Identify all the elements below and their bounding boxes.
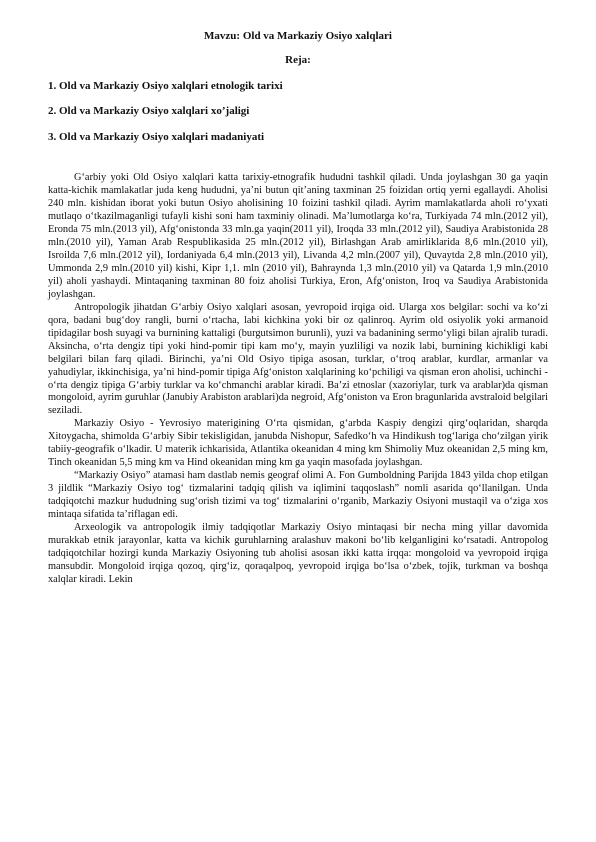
body-paragraph: Arxeologik va antropologik ilmiy tadqiqotlar Markaziy Osiyo mintaqasi bir necha ming yillar davomida murakkab etnik jarayonlar, katta va kichik guruhlarning aralashuv makoni bo‘lib kelganligini ko‘rsatadi. Antropolog tadqiqotchilar hozirgi kunda Markaziy Osiyoning tub aholisi asosan ikki katta irqqa: mongoloid va yevropoid irqiga mansubdir. Mongoloid irqiga qozoq, qirg‘iz, qoraqalpoq, yevropoid irqiga bo‘lsa o‘zbek, tojik, turkman va boshqa xalqlar kiradi. Lekin — [48, 522, 548, 585]
plan-item: 2. Old va Markaziy Osiyo xalqlari xo’jaligi — [48, 105, 250, 118]
plan-heading: Reja: — [285, 53, 311, 66]
section-spacer — [48, 156, 548, 172]
body-paragraph: G‘arbiy yoki Old Osiyo xalqlari katta tarixiy-etnografik hududni tashkil qiladi. Unda joylashgan 30 ga yaqin katta-kichik mamlakatlar juda keng hududni, ya’ni butun qit’aning taxminan 25 foizidan ortiq yerni egallaydi. Aholisi 240 mln. kishidan iborat yoki butun Osiyo aholisining 10 foizini tashkil qiladi. Ayrim mamlakatlarda aholi ro‘yxati mutlaqo o‘tkazilmaganligi tufayli kishi soni ham taxminiy olinadi. Ma’lumotlarga ko‘ra, Turkiyada 74 mln.(2012 yil), Eronda 75 mln.(2013 yil), Afg‘onistonda 33 mln.ga yaqin(2011 yil), Iroqda 33 mln.(2012 yil), Saudiya Arabistonida 28 mln.(2010 yil), Yaman Arab Respublikasida 25 mln.(2012 yil), Birlashgan Arab amirliklarida 8,6 mln.(2010 yil), Isroilda 7,6 mln.(2012 yil), Iordaniyada 6,4 mln.(2013 yil), Livanda 4,2 mln.(2007 yil), Quvaytda 2,8 mln.(2010 yil), Ummonda 2,9 mln.(2010 yil) kishi, Kipr 1,1. mln (2010 yil), Bahraynda 1,3 mln.(2010 yil) va Qatarda 1,9 mln.(2010 yil) aholi yashaydi. Mintaqaning taxminan 80 foiz aholisi Turkiya, Eron, Afg‘oniston, Iroq va Saudiya Arabistonida joylashgan. — [48, 172, 548, 300]
body-paragraph: “Markaziy Osiyo” atamasi ham dastlab nemis geograf olimi A. Fon Gumboldning Parijda 1843 yilda chop etilgan 3 jildlik “Markaziy Osiyo tog‘ tizmalarini tadqiq qilish va iqlimini taqqoslash” nomli asarida qo‘llanilgan. Unda tadqiqotchi mazkur hududning sug‘orish tizimi va tog‘ tizmalarini o‘rganib, Markaziy Osiyoni mustaqil va o‘ziga xos mintaqa sifatida ta’riflagan edi. — [48, 470, 548, 521]
body-paragraph: Antropologik jihatdan G‘arbiy Osiyo xalqlari asosan, yevropoid irqiga oid. Ularga xos belgilar: sochi va ko‘zi qora, badani bug‘doy rangli, burni o‘rtacha, labi kichkina yoki bir oz qalinroq. Ayrim old osiyolik yoki armanoid tipidagilar bosh suyagi va burnining kattaligi (burgutsimon burunli), yuzi va badanining sermo‘yligi bilan ajralib turadi. Aksincha, o‘rta dengiz tipi yoki hind-pomir tipi kam mo‘y, mayin yuzliligi va nozik labi, burnining kichikligi kabi belgilari bilan farq qiladi. Birinchi, ya’ni Old Osiyo tipiga asosan, turklar, o‘troq arablar, kurdlar, armanlar va yahudiylar, ikkinchisiga, ya’ni hind-pomir tipiga Afg‘oniston xalqlarining ko‘pchiligi va qisman eron aholisi, uchinchi - o‘rta dengiz tipiga G‘arbiy turklar va ko‘chmanchi arablar kiradi. Ba’zi etnoslar (xazoriylar, turk va arablar)da qisman mongoloid, ayrim guruhlar (Janubiy Arabiston arablari)da negroid, Afg‘oniston va Eron bragunlarida avstraloid belgilari seziladi. — [48, 301, 548, 417]
plan-item: 1. Old va Markaziy Osiyo xalqlari etnologik tarixi — [48, 79, 283, 92]
body-paragraph: Markaziy Osiyo - Yevrosiyo materigining O‘rta qismidan, g‘arbda Kaspiy dengizi qirg‘oqlaridan, sharqda Xitoygacha, shimolda G‘arbiy Sibir tekisligidan, janubda Nishopur, Safedko‘h va Hindikush tog‘lariga cho‘zilgan yirik tabiiy-geografik o‘lkadir. U materik ichkarisida, Atlantika okeanidan 4 ming km Shimoliy Muz okeanidan 2,5 ming km, Tinch okeanidan 5,5 ming km va Hind okeanidan ming km ga yaqin masofada joylashgan. — [48, 418, 548, 469]
document-title: Mavzu: Old va Markaziy Osiyo xalqlari — [204, 30, 392, 42]
plan-item: 3. Old va Markaziy Osiyo xalqlari madaniyati — [48, 130, 265, 143]
